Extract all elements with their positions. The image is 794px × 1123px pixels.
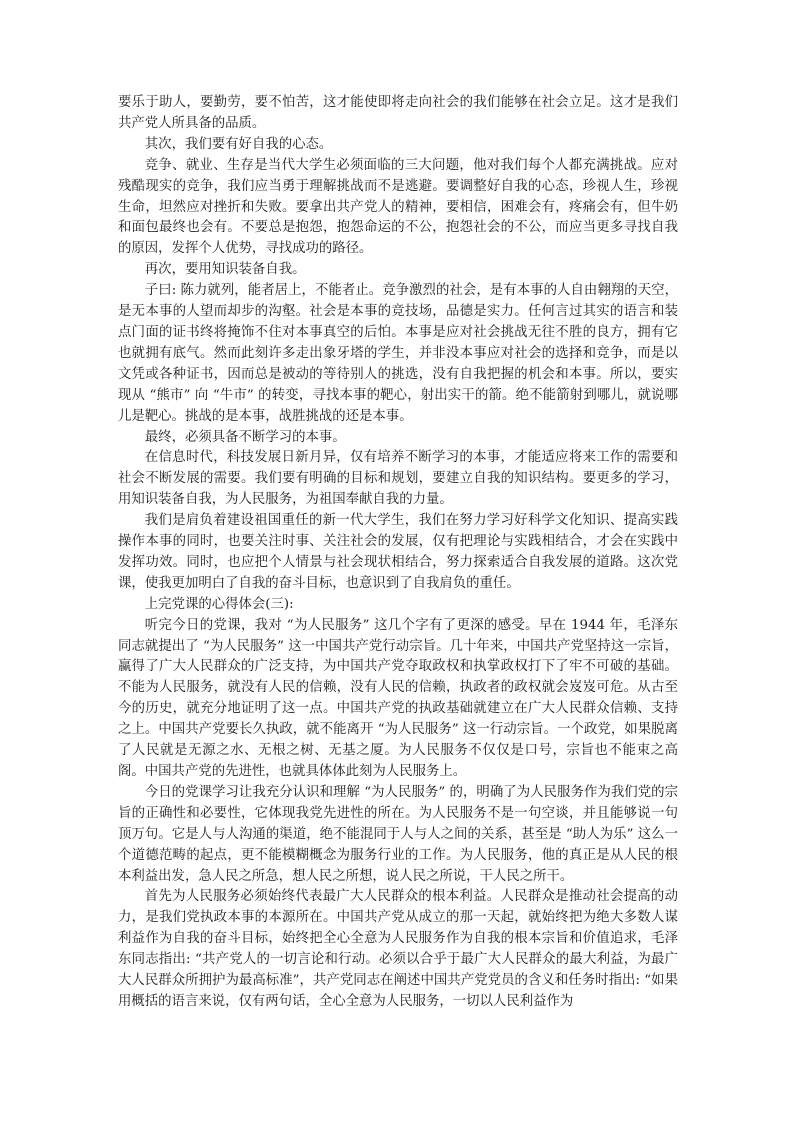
document-body xyxy=(118,93,678,1013)
heading-learning: 最终，必须具备不断学习的本事。 xyxy=(144,429,346,445)
paragraph-mindset: 竞争、就业、生存是当代大学生必须面临的三大问题，他对我们每个人都充满挑战。应对残酷现实的竞争，我们应当勇于理解挑战而不是逃避。要调整好自我的心态，珍视人生，珍视生命，坦然应对挫折和失败。要拿出共产党人的精神，要相信，困难会有，疼痛会有，但牛奶和面包最终也会有。不要总是抱怨，抱怨命运的不公，抱怨社会的不公，而应当更多寻找自我的原因，发挥个人优势，寻找成功的路径。 xyxy=(118,157,678,257)
paragraph-learning: 在信息时代，科技发展日新月异，仅有培养不断学习的本事，才能适应将来工作的需要和社会不断发展的需要。我们要有明确的目标和规划，要建立自我的知识结构。要更多的学习，用知识装备自我，为人民服务，为祖国奉献自我的力量。 xyxy=(118,450,678,508)
section-title-three: 上完党课的心得体会(三): xyxy=(144,596,294,612)
heading-knowledge: 再次，要用知识装备自我。 xyxy=(144,262,306,278)
paragraph-understanding: 今日的党课学习让我充分认识和理解 “为人民服务” 的，明确了为人民服务作为我们党的宗旨的正确性和必要性，它体现我党先进性的所在。为人民服务不是一句空谈，并且能够说一句顶万句。它是人与人沟通的渠道，绝不能混同于人与人之间的关系，甚至是 “助人为乐” 这么一个道德范畴的起点，更不能模糊概念为服务行业的工作。为人民服务，他的真正是从人民的根本利益出发，急人民之所急，想人民之所想，说人民之所说，干人民之所干。 xyxy=(118,784,678,884)
paragraph-responsibility: 我们是肩负着建设祖国重任的新一代大学生，我们在努力学习好科学文化知识、提高实践操作本事的同时，也要关注时事、关注社会的发展，仅有把理论与实践相结合，才会在实践中发挥功效。同时，也应把个人情景与社会现状相结合，努力探索适合自我发展的道路。这次党课，使我更加明白了自我的奋斗目标，也意识到了自我肩负的重任。 xyxy=(118,513,678,591)
paragraph-fundamental-interests: 首先为人民服务必须始终代表最广大人民群众的根本利益。人民群众是推动社会提高的动力，是我们党执政本事的本源所在。中国共产党从成立的那一天起，就始终把为绝大多数人谋利益作为自我的奋斗目标，始终把全心全意为人民服务作为自我的根本宗旨和价值追求，毛泽东同志指出: “共产党人的一切言论和行动。必须以合乎于最广大人民群众的最大利益，为最广大人民群众所拥护为最高标准”，共产党同志在阐述中国共产党党员的含义和任务时指出: “如果用概括的语言来说，仅有两句话，全心全意为人民服务，一切以人民利益作为 xyxy=(118,889,678,1009)
paragraph-continuation: 要乐于助人，要勤劳，要不怕苦，这才能使即将走向社会的我们能够在社会立足。这才是我们共产党人所具备的品质。 xyxy=(118,95,678,131)
paragraph-knowledge: 子曰: 陈力就列，能者居上，不能者止。竞争激烈的社会，是有本事的人自由翱翔的天空，是无本事的人望而却步的沟壑。社会是本事的竞技场，品德是实力。任何言过其实的语言和装点门面的证书终将掩饰不住对本事真空的后怕。本事是应对社会挑战无往不胜的良方，拥有它也就拥有底气。然而此刻许多走出象牙塔的学生，并非没本事应对社会的选择和竞争，而是以文凭或各种证书，因而总是被动的等待别人的挑选，没有自我把握的机会和本事。所以，要实现从 “熊市” 向 “牛市” 的转变，寻找本事的靶心，射出实干的箭。绝不能箭射到哪儿，就说哪儿是靶心。挑战的是本事，战胜挑战的还是本事。 xyxy=(118,283,678,424)
heading-mindset: 其次，我们要有好自我的心态。 xyxy=(144,136,333,152)
paragraph-serve-people: 听完今日的党课，我对 “为人民服务” 这几个字有了更深的感受。早在 1944 年，毛泽东同志就提出了 “为人民服务” 这一中国共产党行动宗旨。几十年来，中国共产党坚持这一宗旨，赢得了广大人民群众的广泛支持，为中国共产党夺取政权和执掌政权打下了牢不可破的基础。不能为人民服务，就没有人民的信赖，没有人民的信赖，执政者的政权就会岌岌可危。从古至今的历史，就充分地证明了这一点。中国共产党的执政基础就建立在广大人民群众信赖、支持之上。中国共产党要长久执政，就不能离开 “为人民服务” 这一行动宗旨。一个政党，如果脱离了人民就是无源之水、无根之树、无基之厦。为人民服务不仅仅是口号，宗旨也不能束之高阁。中国共产党的先进性，也就具体体此刻为人民服务上。 xyxy=(118,617,678,779)
